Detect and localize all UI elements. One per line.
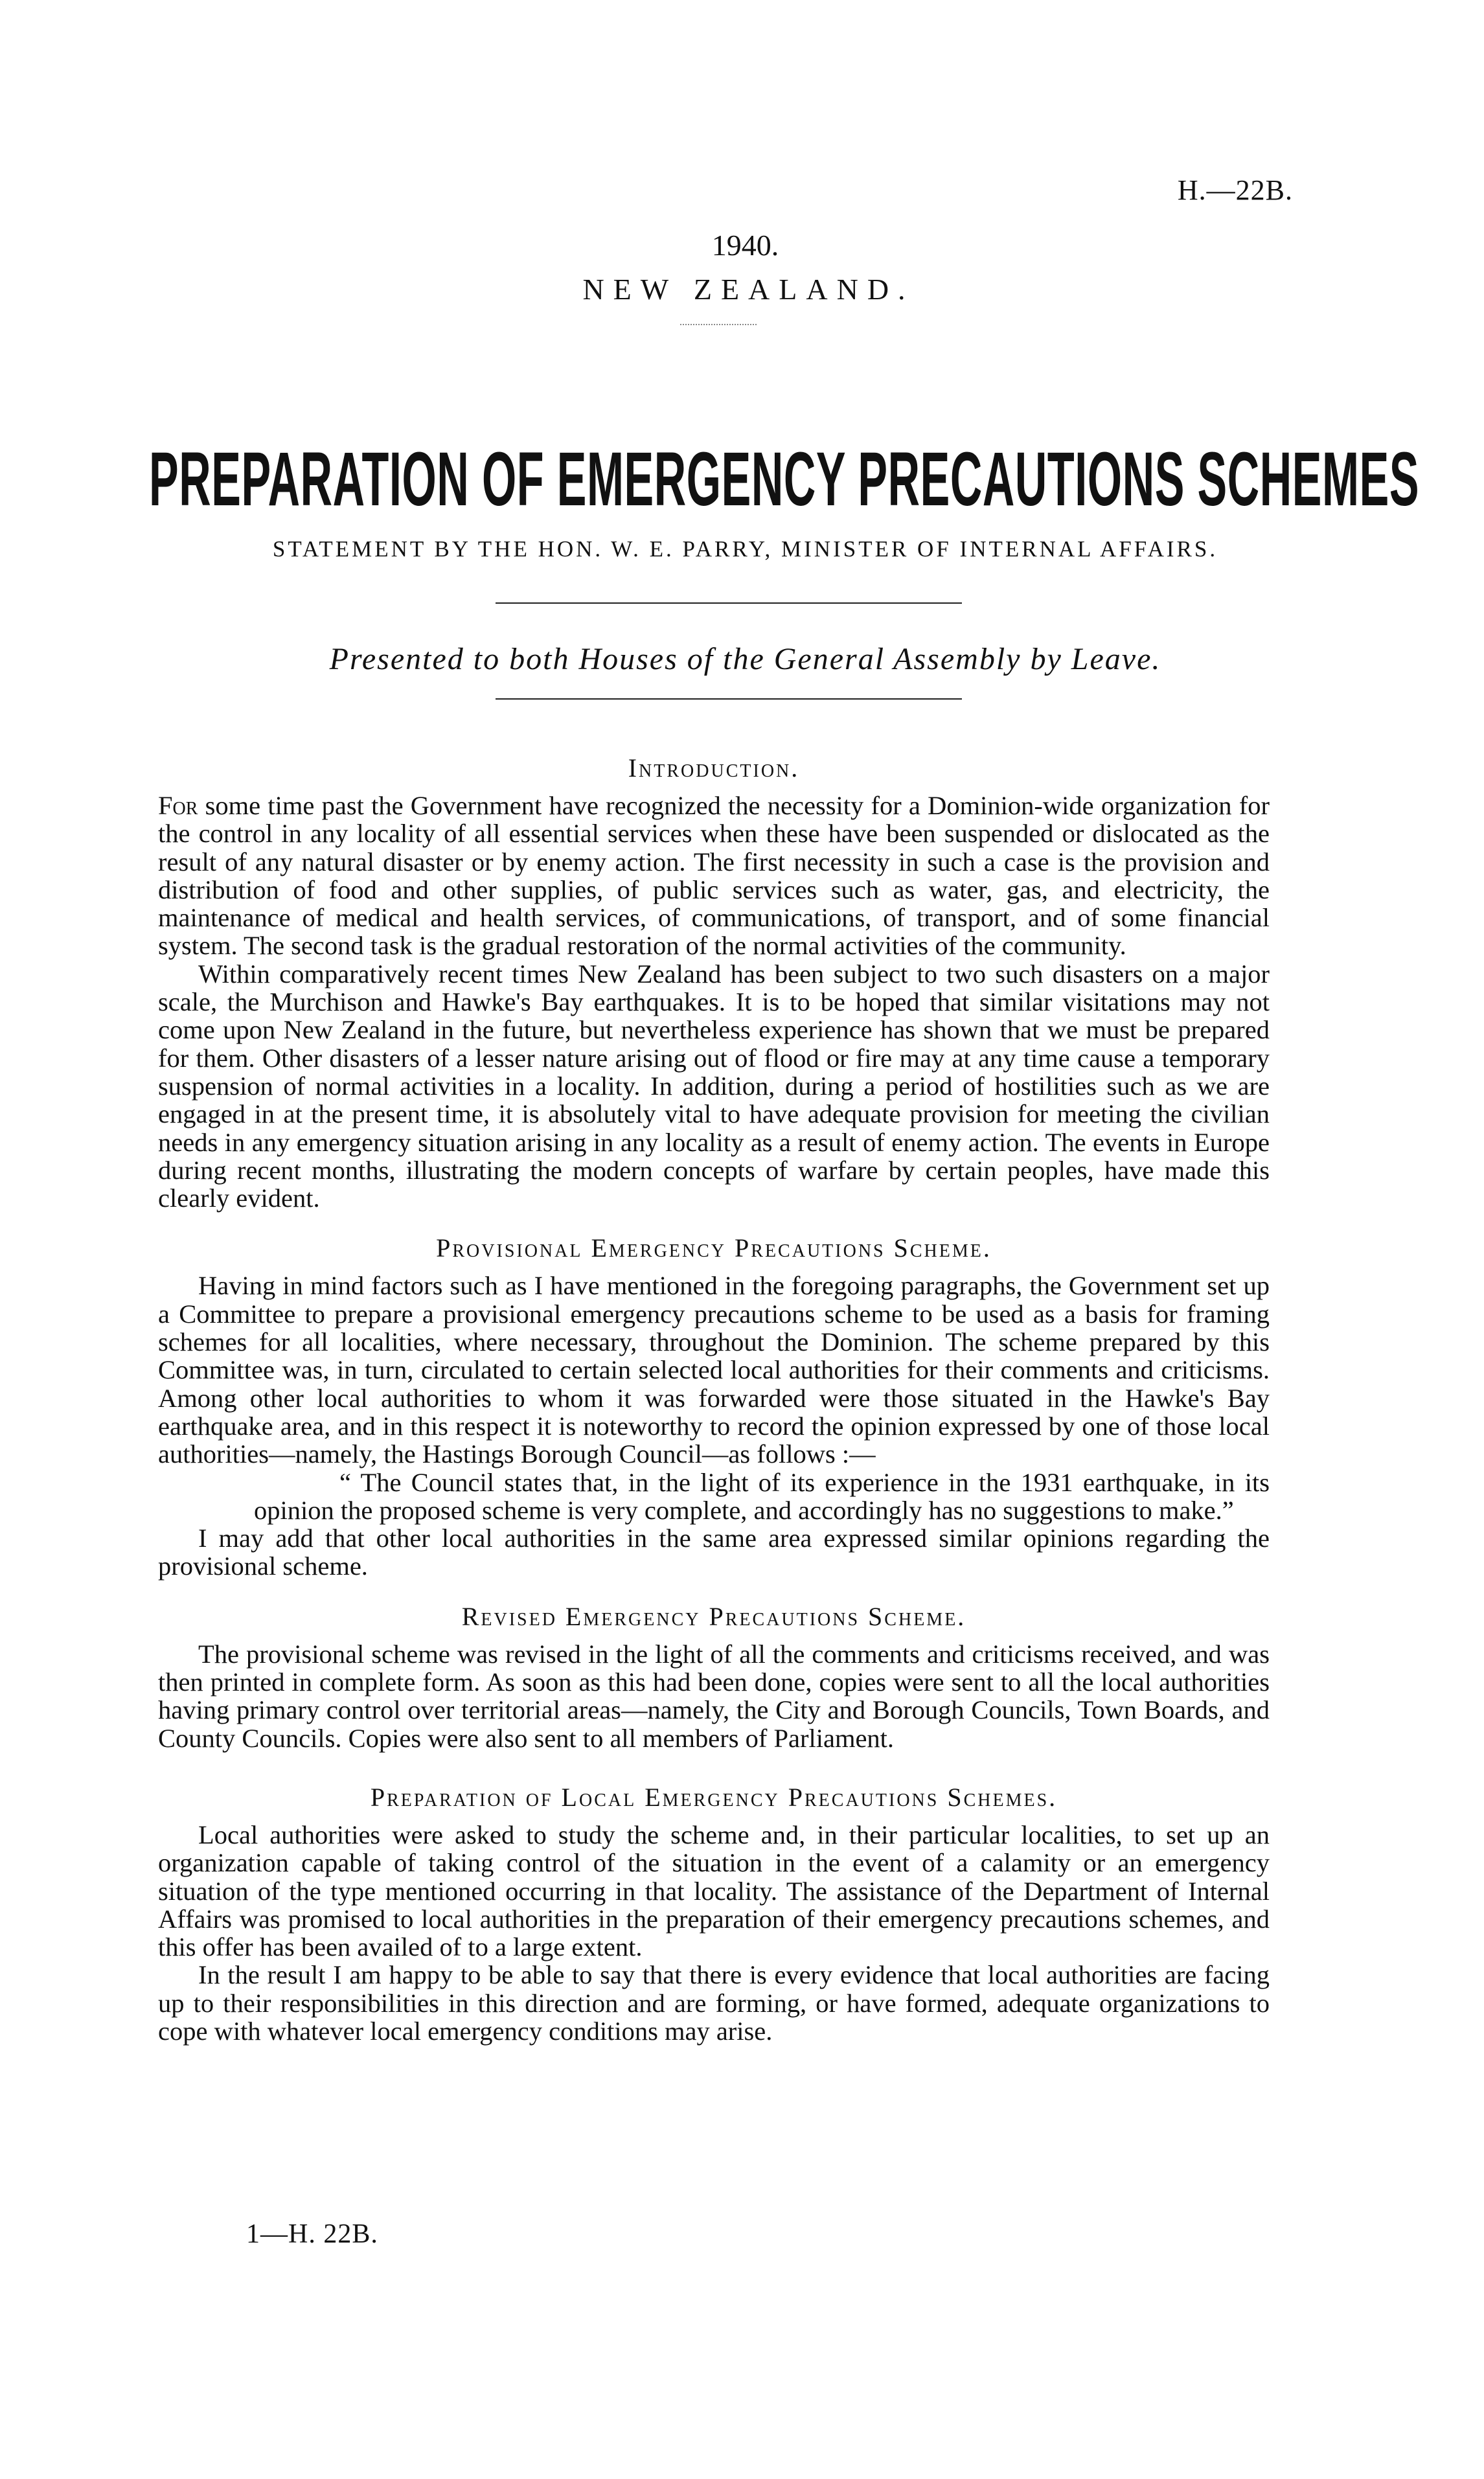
dotted-divider — [680, 324, 757, 325]
presented-line: Presented to both Houses of the General Assembly by Leave. — [329, 642, 1161, 676]
divider-rule-bottom — [496, 698, 962, 700]
main-title-text: PREPARATION OF EMERGENCY PRECAUTIONS SCHEMES — [149, 437, 1420, 522]
paragraph-local-2: In the result I am happy to be able to say that there is every evidence that local authorities are facing up to their responsibilities in this direction and are forming, or have formed, adequate organizations to cope with whatever local emergency conditions may arise. — [158, 1960, 1270, 2046]
paragraph-intro-2: Within comparatively recent times New Zealand has been subject to two such disasters on a major scale, the Murchison and Hawke's Bay earthquakes. It is to be hoped that similar visitations may not come upon New Zealand in the future, but nevertheless experience has shown that we must be prepared for them. Other disasters of a lesser nature arising out of flood or fire may at any time cause a temporary suspension of normal activities in a locality. In addition, during a period of hostilities such as we are engaged in at the present time, it is absolutely vital to have adequate provision for meeting the civilian needs in any emergency situation arising in any locality as a result of enemy action. The events in Europe during recent months, illustrating the modern concepts of warfare by certain peoples, have made this clearly evident. — [158, 959, 1270, 1213]
document-body — [158, 751, 1270, 2045]
heading-local: Preparation of Local Emergency Precautions Schemes. — [370, 1782, 1058, 1812]
country-heading: NEW ZEALAND. — [582, 273, 915, 306]
paragraph-intro-1-text: some time past the Government have recognized the necessity for a Dominion-wide organization for the control in any locality of all essential services when these have been suspended or dislocated as the result of any natural disaster or by enemy action. The first necessity in such a case is the provision and distribution of food and other supplies, of public services such as water, gas, and electricity, the maintenance of medical and health services, of communications, of transport, and of some financial system. The second task is the gradual restoration of the normal activities of the community. — [158, 791, 1270, 961]
heading-revised: Revised Emergency Precautions Scheme. — [461, 1601, 966, 1631]
paragraph-provisional-1: Having in mind factors such as I have mentioned in the foregoing paragraphs, the Government set up a Committee to prepare a provisional emergency precautions scheme to be used as a basis for framing schemes for all localities, where necessary, throughout the Dominion. The scheme prepared by this Committee was, in turn, circulated to certain selected local authorities for their comments and criticisms. Among other local authorities to whom it was forwarded were those situated in the Hawke's Bay earthquake area, and in this respect it is noteworthy to record the opinion expressed by one of those local authorities—namely, the Hastings Borough Council—as follows :— — [158, 1271, 1270, 1469]
heading-introduction: Introduction. — [628, 753, 800, 783]
quotation-hastings-council: “ The Council states that, in the light of its experience in the 1931 earthquake, in its opinion the proposed scheme is very complete, and accordingly has no suggestions to make.” — [254, 1467, 1270, 1525]
statement-line: STATEMENT BY THE HON. W. E. PARRY, MINISTER OF INTERNAL AFFAIRS. — [272, 536, 1218, 562]
paragraph-revised-1: The provisional scheme was revised in the light of all the comments and criticisms received, and was then printed in complete form. As soon as this had been done, copies were sent to all the local authorities having primary control over territorial areas—namely, the City and Borough Councils, Town Boards, and County Councils. Copies were also sent to all members of Parliament. — [158, 1639, 1270, 1753]
paper-reference: H.—22B. — [1177, 174, 1293, 206]
divider-rule-top — [496, 602, 962, 604]
paragraph-provisional-2: I may add that other local authorities in the same area expressed similar opinions regarding the provisional scheme. — [158, 1524, 1270, 1581]
drop-lead-word: For — [158, 791, 198, 820]
heading-provisional: Provisional Emergency Precautions Scheme. — [436, 1233, 992, 1263]
paragraph-local-1: Local authorities were asked to study the scheme and, in their particular localities, to set up an organization capable of taking control of the situation in the event of a calamity or an emergency situation of the type mentioned occurring in that locality. The assistance of the Department of Internal Affairs was promised to local authorities in the preparation of their emergency precautions schemes, and this offer has been availed of to a large extent. — [158, 1820, 1270, 1962]
main-title — [149, 437, 1420, 522]
year: 1940. — [711, 229, 779, 262]
sheet-reference: 1—H. 22B. — [246, 2219, 378, 2249]
paragraph-intro-1 — [158, 792, 1270, 960]
